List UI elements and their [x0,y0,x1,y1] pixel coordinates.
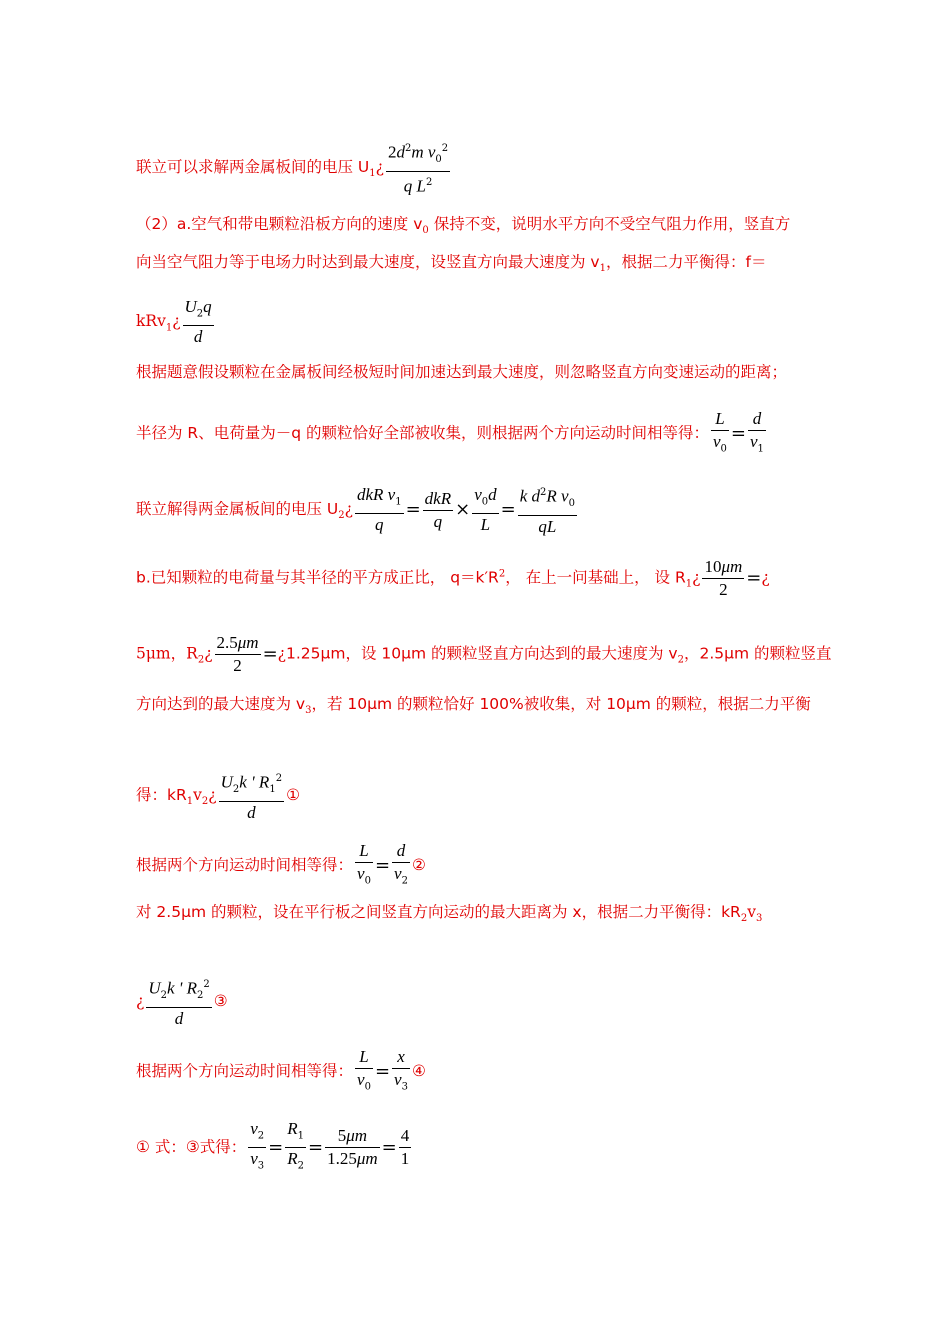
formula-u2q-d: $\frac{U_2q}{d}$ [184,297,212,347]
line-time-equal: 半径为 R、电荷量为－q 的颗粒恰好全部被收集，则根据两个方向运动时间相等得： $\frac{L}{v_0}$ = $\frac{d}{v_1}$ [136,408,840,460]
formula-d-v1: $\frac{d}{v_1}$ [749,409,764,455]
line-small-particle: 对 2.5μm 的颗粒，设在平行板之间竖直方向运动的最大距离为 x，根据二力平衡得：$kR_2v_3$ [136,903,763,925]
line-radii: 5μm，$R_2¿$ $\frac{2.5\mu m}{2}$ =¿1.25μm，设 10μm 的颗粒竖直方向达到的最大速度为 $v_2$，2.5μm 的颗粒竖直 [136,633,832,675]
formula-l-v0: $\frac{L}{v_0}$ [712,409,727,455]
line-eq1: 得：$kR_1v_2¿$ $\frac{U_2k ' R_1^2}{d}$ ① [136,768,840,824]
line-eq3: ¿ $\frac{U_2k ' R_2^2}{d}$ ③ [136,974,840,1030]
line-assumption: 根据题意假设颗粒在金属板间经极短时间加速达到最大速度，则忽略竖直方向变速运动的距离； [136,363,788,381]
line-eq4: 根据两个方向运动时间相等得： $\frac{L}{v_0}$ = $\frac{x}{v_3}$ ④ [136,1047,426,1093]
line-ratio: ① 式：③式得： $\frac{v_2}{v_3}$ = $\frac{R_1}{R_2}$ = $\frac{5\mu m}{1.25\mu m}$ = $\frac{4}{1}$ [136,1119,410,1172]
line-v3: 方向达到的最大速度为 $v_3$，若 10μm 的颗粒恰好 100%被收集，对 10μm 的颗粒，根据二力平衡 [136,695,811,717]
line-force-balance: kRv$_1$¿ $\frac{U_2q}{d}$ [136,297,212,347]
line-solve-u2: 联立解得两金属板间的电压 $U_2¿$ $\frac{dkR v_1}{q}$ = $\frac{\text{dkR}}{q}$ × $\frac{v_0d}{L}$ = $\frac{k d^2R v_0}{qL}$ [136,482,840,538]
line-max-speed: 向当空气阻力等于电场力时达到最大速度，设竖直方向最大速度为 $v_1$，根据二力平衡得：f＝ [136,253,767,275]
line-part2a: （2）a.空气和带电颗粒沿板方向的速度 $v_0$ 保持不变，说明水平方向不受空气阻力作用，竖直方 [136,215,791,237]
line-voltage-u1: 联立可以求解两金属板间的电压 $U_1¿$ $\frac{2d^2m v_0^2}{q L^2}$ [136,138,840,198]
line-eq2: 根据两个方向运动时间相等得： $\frac{L}{v_0}$ = $\frac{d}{v_2}$ ② [136,841,426,887]
line-part-b: b.已知颗粒的电荷量与其半径的平方成正比， $q=k'R^2$， 在上一问基础上， 设 $R_1¿$ $\frac{10\mu m}{2}$ =¿ [136,557,770,599]
formula-u1: $\frac{2d^2m v_0^2}{q L^2}$ [386,138,450,198]
